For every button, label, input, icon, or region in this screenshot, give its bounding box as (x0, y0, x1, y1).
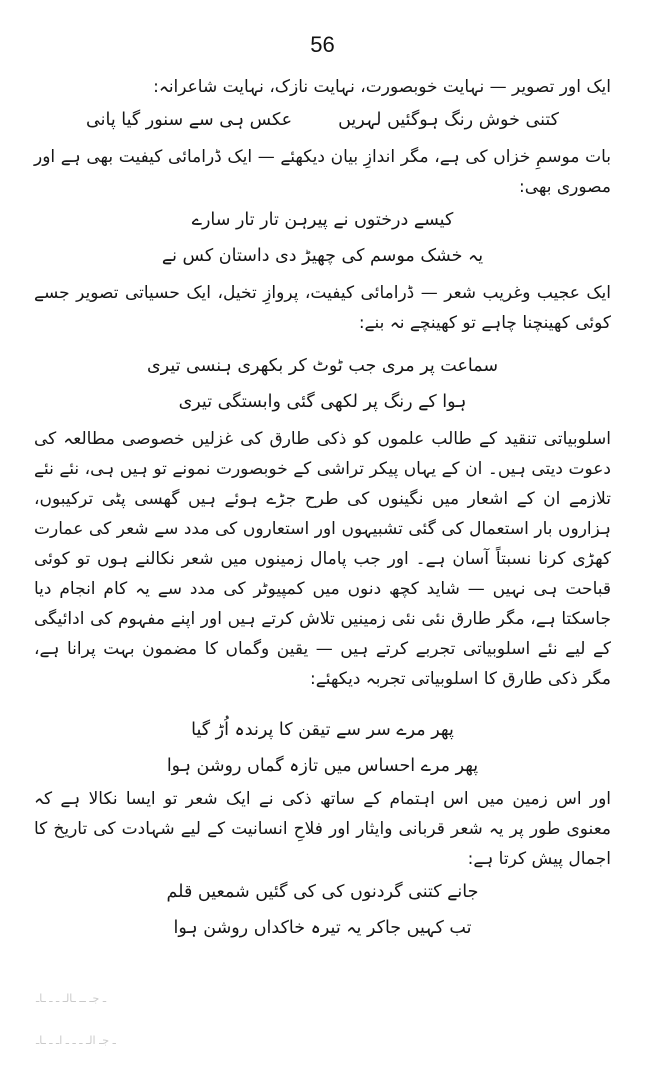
verse-line-5a: جانے کتنی گردنوں کی کی گئیں شمعیں قلم (166, 882, 479, 902)
bleed-through-text-1: ـ جـ ــ ـالـ ـ ـ ـاـ (36, 992, 107, 1005)
verse-line-4a: پھر مرے سر سے تیقن کا پرندہ اُڑ گیا (191, 720, 454, 740)
prose-paragraph-2: اور اس زمین میں اس اہتمام کے ساتھ ذکی نے ایک شعر تو ایسا نکالا ہے کہ معنوی طور پر یہ شعر قربانی وایثار اور فلاحِ انسانیت کے لیے شہادت کی تاریخ کا اجمال پیش کرتا ہے: (34, 789, 611, 869)
verse-line-4b: پھر مرے احساس میں تازہ گماں روشن ہوا (166, 756, 479, 776)
verse-line-2b: یہ خشک موسم کی چھیڑ دی داستان کس نے (161, 246, 484, 266)
verse-couplet-1 (34, 102, 611, 138)
prose-paragraph-1: اسلوبیاتی تنقید کے طالب علموں کو ذکی طارق کی غزلیں خصوصی مطالعہ کی دعوت دیتی ہیں۔ ان کے یہاں پیکر تراشی کے خوبصورت نمونے تو ہیں ہی، نئے نئے تلازمے ان کے اشعار میں نگینوں کی طرح جڑے ہوئے ہیں گھسی پٹی ترکیبوں، ہزاروں بار استعمال کی گئی تشبیہوں اور استعاروں کی مدد سے شعر کی عمارت کھڑی کرنا نسبتاً آسان ہے۔ اور جب پامال زمینوں میں شعر نکالنے ہوں تو کوئی قباحت ہی نہیں — شاید کچھ دنوں میں کمپیوٹر کی مدد سے یہ کام انجام دیا جاسکتا ہے، مگر طارق نئی نئی زمینیں تلاش کرتے ہیں اور اپنے مفہوم کی ادائیگی کے لیے نئے اسلوبیاتی تجربے کرتے ہیں — یقین وگماں کا مضمون بہت پرانا ہے، مگر ذکی طارق کا اسلوبیاتی تجربہ دیکھئے: (34, 429, 611, 689)
page-body (34, 72, 611, 946)
verse-line-1a: کتنی خوش رنگ ہوگئیں لہریں (338, 110, 559, 130)
verse-line-2a: کیسے درختوں نے پیرہن تار تار سارے (191, 210, 454, 230)
verse-line-3b: ہوا کے رنگ پر لکھی گئی وابستگی تیری (178, 392, 467, 412)
verse-line-5b: تب کہیں جاکر یہ تیرہ خاکداں روشن ہوا (173, 918, 472, 938)
verse-line-3a: سماعت پر مری جب ٹوٹ کر بکھری ہنسی تیری (146, 356, 499, 376)
intro-paragraph-2: بات موسمِ خزاں کی ہے، مگر اندازِ بیان دیکھئے — ایک ڈرامائی کیفیت بھی ہے اور مصوری بھی: (34, 147, 611, 197)
bleed-through-text-2: ـ جـ الـ ـ ـ ـ اـ ـ ـاـ (36, 1034, 116, 1047)
intro-paragraph-3: ایک عجیب وغریب شعر — ڈرامائی کیفیت، پروازِ تخیل، ایک حسیاتی تصویر جسے کوئی کھینچنا چاہے تو کھینچے نہ بنے: (34, 283, 611, 333)
verse-line-1b: عکس ہی سے سنور گیا پانی (86, 110, 293, 130)
page-number: 56 (310, 32, 335, 57)
intro-paragraph-1: ایک اور تصویر — نہایت خوبصورت، نہایت نازک، نہایت شاعرانہ: (153, 77, 611, 97)
